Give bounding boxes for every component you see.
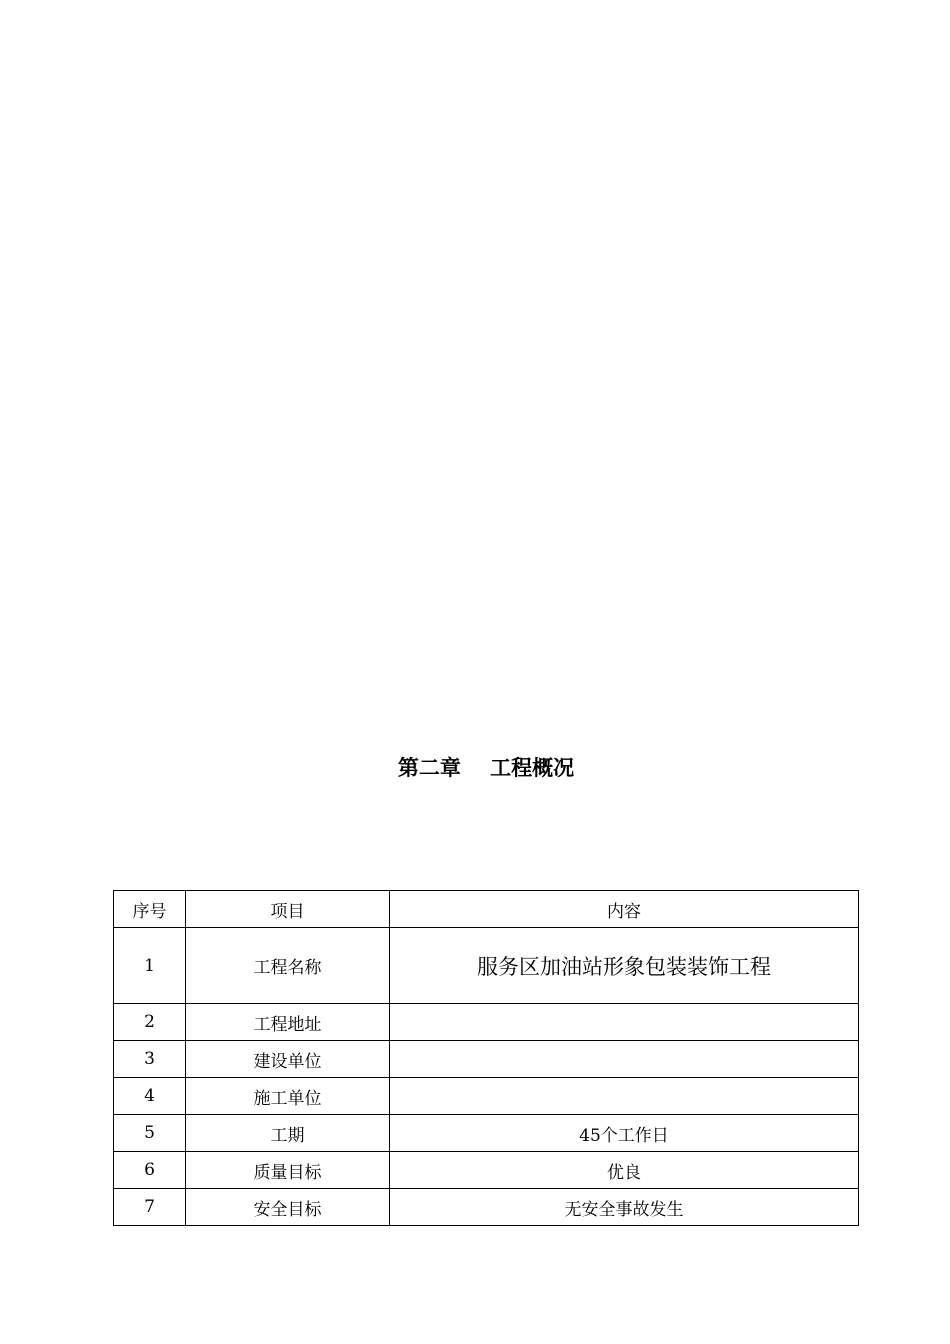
table-row <box>114 1189 859 1226</box>
row-content <box>390 1004 859 1041</box>
row-content: 无安全事故发生 <box>390 1189 859 1226</box>
row-item: 施工单位 <box>186 1078 390 1115</box>
row-item: 工程地址 <box>186 1004 390 1041</box>
row-no: 5 <box>114 1115 186 1152</box>
row-content: 优良 <box>390 1152 859 1189</box>
row-item: 质量目标 <box>186 1152 390 1189</box>
table-row <box>114 1004 859 1041</box>
row-content: 45个工作日 <box>390 1115 859 1152</box>
row-no: 7 <box>114 1189 186 1226</box>
table-row <box>114 1078 859 1115</box>
row-no: 2 <box>114 1004 186 1041</box>
row-item: 安全目标 <box>186 1189 390 1226</box>
header-item: 项目 <box>186 891 390 928</box>
row-content: 服务区加油站形象包装装饰工程 <box>390 928 859 1004</box>
row-no: 4 <box>114 1078 186 1115</box>
row-no: 6 <box>114 1152 186 1189</box>
chapter-title: 第二章 工程概况 <box>397 756 575 780</box>
row-item: 工程名称 <box>186 928 390 1004</box>
row-no: 3 <box>114 1041 186 1078</box>
table-header-row <box>114 891 859 928</box>
table-row <box>114 1041 859 1078</box>
row-item: 工期 <box>186 1115 390 1152</box>
table-row <box>114 1115 859 1152</box>
row-content <box>390 1041 859 1078</box>
project-overview-table <box>113 890 859 1226</box>
row-content <box>390 1078 859 1115</box>
row-item: 建设单位 <box>186 1041 390 1078</box>
table-row <box>114 1152 859 1189</box>
table-row <box>114 928 859 1004</box>
header-no: 序号 <box>114 891 186 928</box>
row-no: 1 <box>114 928 186 1004</box>
header-content: 内容 <box>390 891 859 928</box>
